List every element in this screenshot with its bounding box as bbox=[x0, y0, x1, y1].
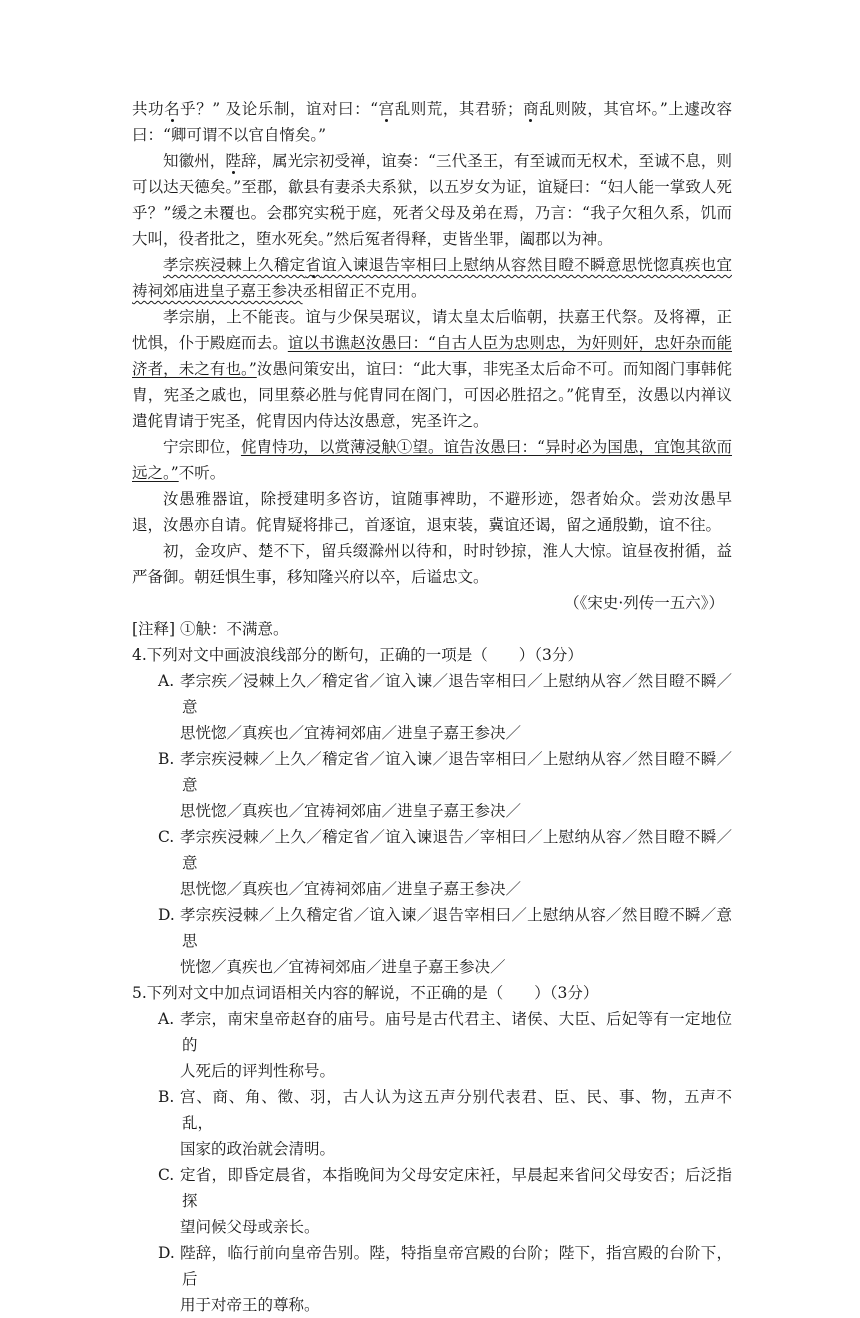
paragraph-1 bbox=[132, 96, 732, 148]
option-text: 陛辞，临行前向皇帝告别。陛，特指皇帝宫殿的台阶；陛下，指宫殿的台阶下，后 bbox=[180, 1244, 732, 1288]
option-text: 孝宗疾浸棘／上久稽定省／谊入谏／退告宰相曰／上慰纳从容／然目瞪不瞬／意思 bbox=[180, 906, 732, 950]
text: 乱则陂，其官坏。”上遽改容曰：“卿可谓不以官自惰矣。” bbox=[132, 100, 732, 144]
option-letter: A. bbox=[158, 1010, 175, 1028]
paragraph-6: 汝愚雅器谊，除授建明多咨访，谊随事裨助，不避形迹，怨者始众。尝劝汝愚早退，汝愚亦自请。侂胄疑将排己，首逐谊，退束装，冀谊还谒，留之通殷勤，谊不往。 bbox=[132, 490, 732, 534]
text: 乎？” 及论乐制，谊对曰：“ bbox=[180, 100, 379, 118]
source-citation: （《宋史·列传一五六》） bbox=[564, 594, 724, 612]
question-5-option-c bbox=[132, 1162, 732, 1240]
option-text-cont: 思恍惚／真疾也／宜祷祠郊庙／进皇子嘉王参决／ bbox=[180, 724, 522, 742]
text: 宁宗即位， bbox=[163, 438, 241, 456]
option-letter: B. bbox=[158, 1088, 175, 1106]
option-text: 孝宗疾浸棘／上久／稽定省／谊入谏／退告宰相曰／上慰纳从容／然目瞪不瞬／意 bbox=[180, 750, 732, 794]
dotted-word: 商 bbox=[522, 100, 540, 118]
text: 辞，属光宗初受禅，谊奏：“三代圣王，有至诚而无权术，至诚不息，则可以达天德矣。”至郡，歙县有妻杀夫系狱，以五岁女为证，谊疑曰：“妇人能一掌致人死乎？”缓之未覆也。会郡究实税于庭，死者父母及弟在焉，乃言：“我子欠租久系，饥而大叫，役者批之，堕水死矣。”然后冤者得释，吏皆坐罪，阖郡以为神。 bbox=[132, 152, 732, 248]
dotted-word: 陛 bbox=[225, 152, 241, 170]
option-text-cont: 用于对帝王的尊称。 bbox=[180, 1296, 320, 1314]
wavy-underlined-text: 谊入谏退告宰相曰上慰纳从容然目瞪不瞬意思恍惚真疾也宜祷祠郊庙进皇子嘉王参决 bbox=[132, 256, 732, 300]
option-letter: A. bbox=[158, 672, 175, 690]
dotted-word: 名 bbox=[164, 100, 181, 118]
text: 乱则荒，其君骄； bbox=[394, 100, 523, 118]
text: 共功 bbox=[132, 100, 165, 118]
dotted-word: 省 bbox=[305, 256, 322, 274]
question-5-option-a bbox=[132, 1006, 732, 1084]
question-4-option-a bbox=[132, 668, 732, 746]
paragraph-5 bbox=[132, 434, 732, 486]
option-text-cont: 思恍惚／真疾也／宜祷祠郊庙／进皇子嘉王参决／ bbox=[180, 880, 522, 898]
question-4-option-c bbox=[132, 824, 732, 902]
paragraph-7: 初，金攻庐、楚不下，留兵缀滁州以待和，时时钞掠，淮人大惊。谊昼夜拊循，益严备御。朝廷惧生事，移知隆兴府以卒，后谥忠文。 bbox=[132, 542, 732, 586]
paragraph-2 bbox=[132, 148, 732, 252]
underlined-text: 谊以书谯赵汝愚曰：“自古人臣为忠则忠，为奸则奸，忠奸杂而能济者，未之有也。” bbox=[132, 334, 732, 378]
question-5-option-b bbox=[132, 1084, 732, 1162]
text: 不听。 bbox=[178, 464, 226, 482]
option-letter: D. bbox=[158, 1244, 175, 1262]
option-text: 宫、商、角、徵、羽，古人认为这五声分别代表君、臣、民、事、物，五声不乱， bbox=[180, 1088, 732, 1132]
question-4-stem: 4.下列对文中画波浪线部分的断句，正确的一项是（ ）（3分） bbox=[132, 646, 583, 664]
option-text: 孝宗疾浸棘／上久／稽定省／谊入谏退告／宰相曰／上慰纳从容／然目瞪不瞬／意 bbox=[180, 828, 732, 872]
text: 丞相留正不克用。 bbox=[302, 282, 427, 300]
text: 孝宗崩，上不能丧。谊与少保吴琚议，请太皇太后临朝，扶嘉王代祭。及将禫，正忧惧，仆于殿庭而去。 bbox=[132, 308, 732, 352]
paragraph-4 bbox=[132, 304, 732, 434]
paragraph-3 bbox=[132, 252, 732, 304]
dotted-word: 宫 bbox=[378, 100, 395, 118]
question-5-option-d bbox=[132, 1240, 732, 1318]
text: 知徽州， bbox=[163, 152, 226, 170]
document-page bbox=[132, 96, 732, 1318]
option-text-cont: 思恍惚／真疾也／宜祷祠郊庙／进皇子嘉王参决／ bbox=[180, 802, 522, 820]
option-text-cont: 恍惚／真疾也／宜祷祠郊庙／进皇子嘉王参决／ bbox=[180, 958, 506, 976]
question-4-option-d bbox=[132, 902, 732, 980]
option-text: 定省，即昏定晨省，本指晚间为父母安定床衽，早晨起来省问父母安否；后泛指探 bbox=[180, 1166, 732, 1210]
option-text: 孝宗，南宋皇帝赵昚的庙号。庙号是古代君主、诸侯、大臣、后妃等有一定地位的 bbox=[180, 1010, 732, 1054]
option-letter: D. bbox=[158, 906, 175, 924]
option-letter: B. bbox=[158, 750, 175, 768]
option-text-cont: 人死后的评判性称号。 bbox=[180, 1062, 336, 1080]
option-text: 孝宗疾／浸棘上久／稽定省／谊入谏／退告宰相曰／上慰纳从容／然目瞪不瞬／意 bbox=[180, 672, 732, 716]
option-text-cont: 望问候父母或亲长。 bbox=[180, 1218, 320, 1236]
option-letter: C. bbox=[158, 1166, 175, 1184]
text: 汝愚问策安出，谊曰：“此大事，非宪圣太后命不可。而知阁门事韩侂胄，宪圣之戚也，同里蔡必胜与侂胄同在阁门，可因必胜招之。”侂胄至，汝愚以内禅议遣侂胄请于宪圣，侂胄因内侍达汝愚意，宪圣许之。 bbox=[132, 360, 732, 430]
annotation-note: [注释] ①觖：不满意。 bbox=[132, 620, 289, 638]
question-4-option-b bbox=[132, 746, 732, 824]
question-5-stem: 5.下列对文中加点词语相关内容的解说，不正确的是（ ）（3分） bbox=[132, 984, 599, 1002]
option-text-cont: 国家的政治就会清明。 bbox=[180, 1140, 336, 1158]
wavy-underlined-text: 孝宗疾浸棘上久稽定 bbox=[163, 256, 306, 274]
underlined-text: 侂胄恃功，以赏薄浸觖①望。谊告汝愚曰：“异时必为国患，宜饱其欲而远之。” bbox=[132, 438, 732, 482]
option-letter: C. bbox=[158, 828, 175, 846]
